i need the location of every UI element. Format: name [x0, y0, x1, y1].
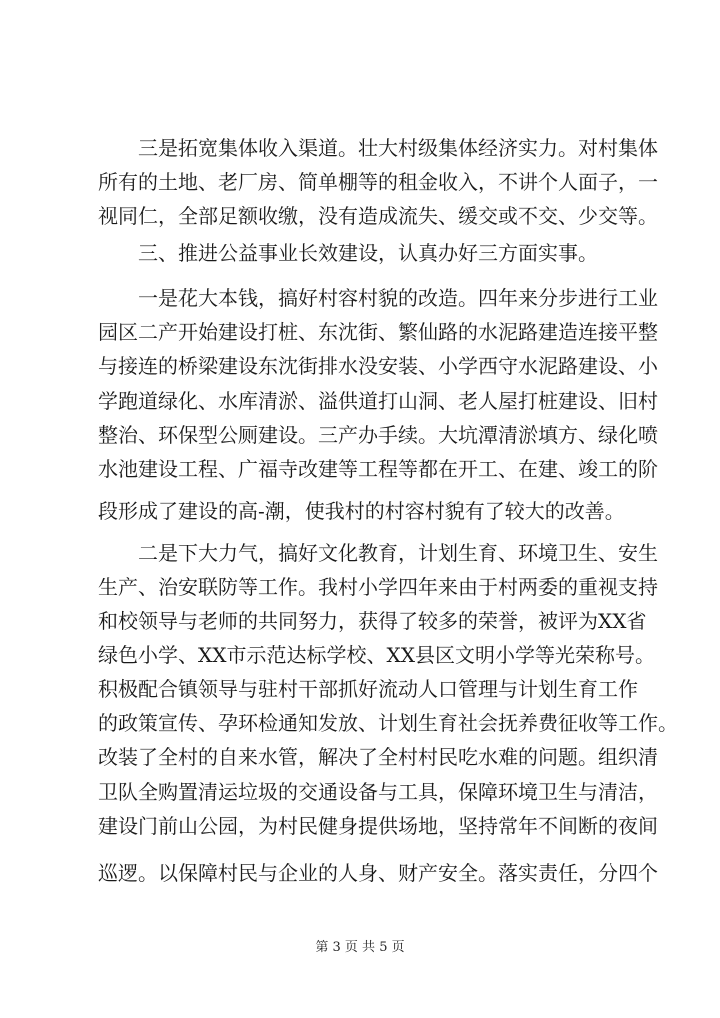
text-line: 一是花大本钱，搞好村容村貌的改造。四年来分步进行工业	[138, 286, 658, 310]
text-line: 视同仁，全部足额收缴，没有造成流失、缓交或不交、少交等。	[98, 204, 658, 228]
section-heading: 三、推进公益事业长效建设，认真办好三方面实事。	[138, 241, 598, 265]
text-line: 的政策宣传、孕环检通知发放、计划生育社会抚养费征收等工作。	[98, 711, 678, 735]
text-line: 三是拓宽集体收入渠道。壮大村级集体经济实力。对村集体	[138, 136, 658, 160]
text-line: 和校领导与老师的共同努力，获得了较多的荣誉，被评为XX省	[98, 609, 647, 633]
text-line: 与接连的桥梁建设东沈街排水没安装、小学西守水泥路建设、小	[98, 354, 658, 378]
text-line: 园区二产开始建设打桩、东沈街、繁仙路的水泥路建造连接平整	[98, 320, 658, 344]
page-number-footer: 第 3 页 共 5 页	[315, 940, 405, 955]
text-line: 二是下大力气，搞好文化教育，计划生育、环境卫生、安生	[138, 541, 658, 565]
text-line: 学跑道绿化、水库清淤、溢供道打山洞、老人屋打桩建设、旧村	[98, 389, 658, 413]
text-line: 段形成了建设的高-潮，使我村的村容村貌有了较大的改善。	[98, 499, 625, 523]
text-line: 水池建设工程、广福寺改建等工程等都在开工、在建、竣工的阶	[98, 457, 658, 481]
text-line: 生产、治安联防等工作。我村小学四年来由于村两委的重视支持	[98, 575, 658, 599]
text-line: 建设门前山公园，为村民健身提供场地，坚持常年不间断的夜间	[98, 814, 658, 838]
text-line: 积极配合镇领导与驻村干部抓好流动人口管理与计划生育工作	[98, 677, 638, 701]
text-line: 整治、环保型公厕建设。三产办手续。大坑潭清淤填方、绿化喷	[98, 423, 658, 447]
text-line: 改装了全村的自来水管，解决了全村村民吃水难的问题。组织清	[98, 745, 658, 769]
text-line: 所有的土地、老厂房、简单棚等的租金收入，不讲个人面子，一	[98, 170, 658, 194]
text-line: 卫队全购置清运垃圾的交通设备与工具，保障环境卫生与清洁，	[98, 780, 658, 804]
text-line: 巡逻。以保障村民与企业的人身、财产安全。落实责任，分四个	[98, 861, 658, 885]
text-line: 绿色小学、XX市示范达标学校、XX县区文明小学等光荣称号。	[98, 643, 655, 667]
